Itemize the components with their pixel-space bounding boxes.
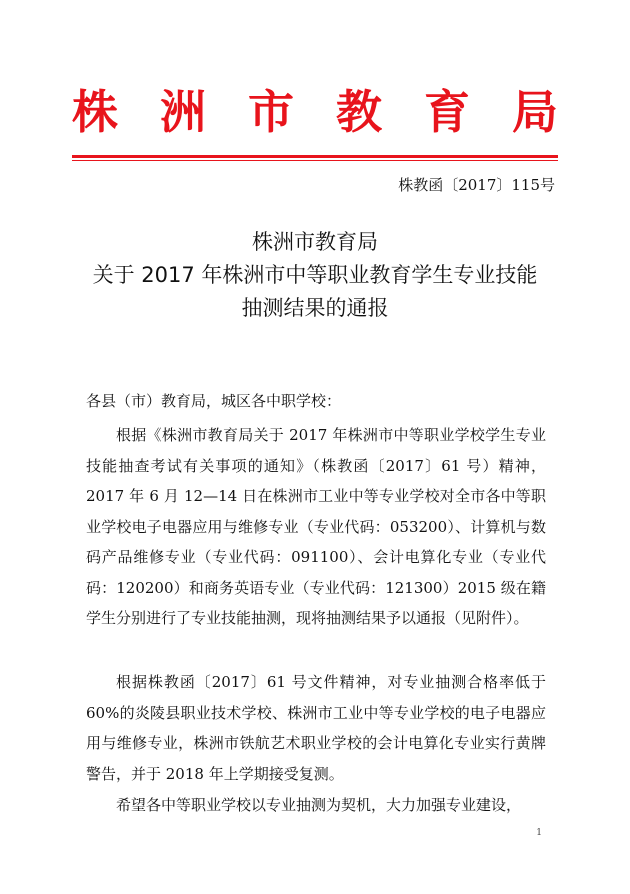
body-paragraph-2: 根据株教函〔2017〕61 号文件精神，对专业抽测合格率低于 60%的炎陵县职业技术学校、株洲市工业中等专业学校的电子电器应用与维修专业，株洲市铁航艺术职业学校的会计电算化专业实行黄牌警告，并于 2018 年上学期接受复测。 <box>86 673 546 783</box>
header-divider-thick <box>72 155 558 158</box>
document-title-line-1: 株洲市教育局 <box>252 230 378 254</box>
document-title-line-2: 关于 2017 年株洲市中等职业教育学生专业技能 <box>92 263 538 287</box>
salutation: 各县（市）教育局，城区各中职学校： <box>86 392 342 410</box>
issuer-header-title: 株洲市教育局 <box>72 85 600 139</box>
header-divider-thin <box>72 160 558 161</box>
body-paragraph-1: 根据《株洲市教育局关于 2017 年株洲市中等职业学校学生专业技能抽查考试有关事项的通知》（株教函〔2017〕61 号）精神，2017 年 6 月 12—14 日在株洲市工业中等专业学校对全市各中等职业学校电子电器应用与维修专业（专业代码：053200）、计算机与数码产品维修专业（专业代码：091100）、会计电算化专业（专业代码：120200）和商务英语专业（专业代码：121300）2015 级在籍学生分别进行了专业技能抽测，现将抽测结果予以通报（见附件）。 <box>86 426 546 627</box>
document-number: 株教函〔2017〕115号 <box>398 176 555 194</box>
page-number: 1 <box>536 828 542 838</box>
body-paragraph-3: 希望各中等职业学校以专业抽测为契机，大力加强专业建设， <box>116 796 522 814</box>
document-title-line-3: 抽测结果的通报 <box>241 296 389 320</box>
